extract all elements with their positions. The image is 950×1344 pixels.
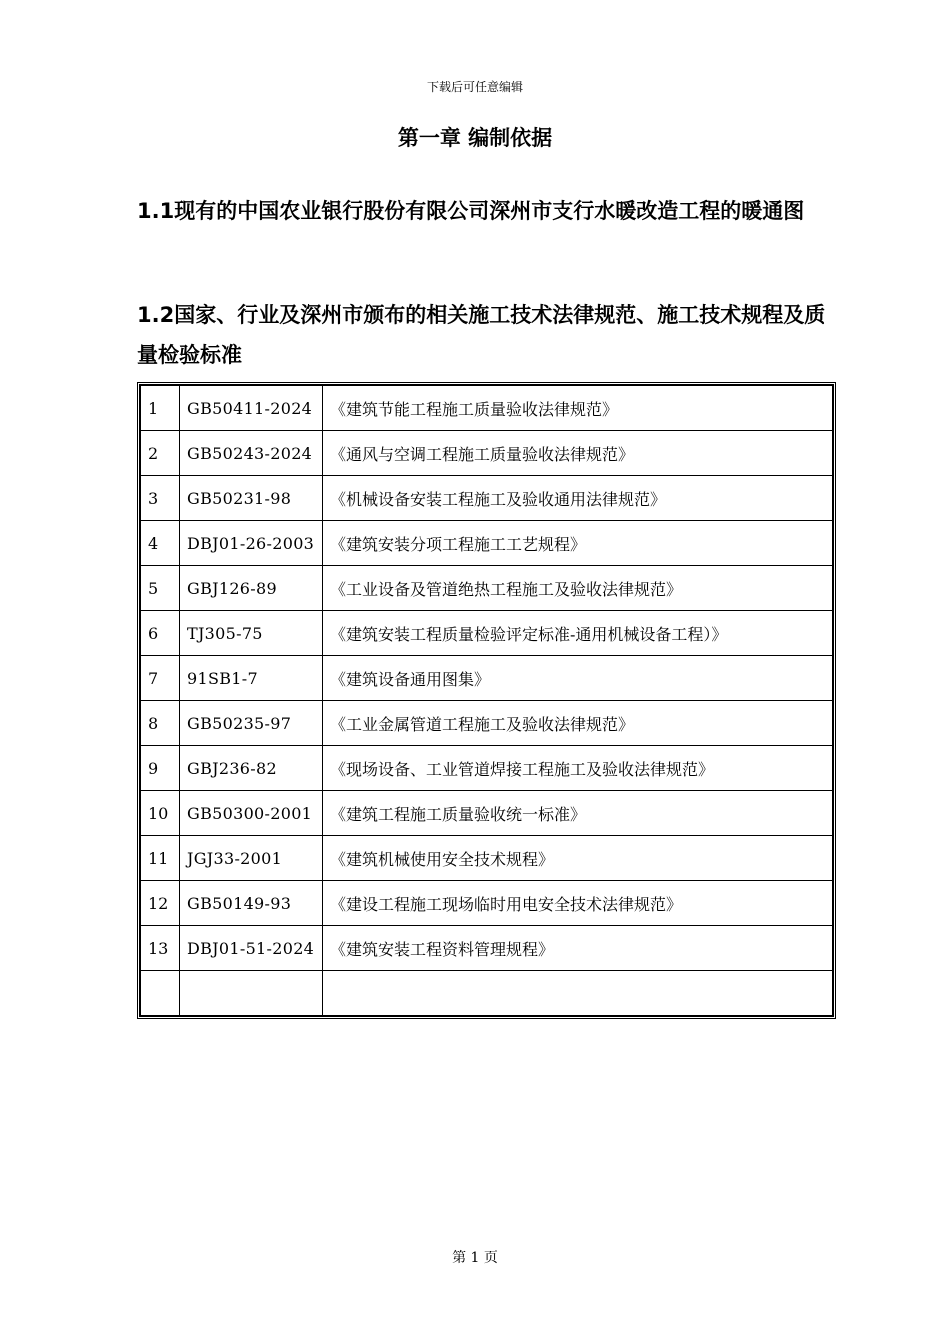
standard-code-cell	[180, 971, 323, 1016]
standard-title-cell: 《工业设备及管道绝热工程施工及验收法律规范》	[323, 566, 833, 611]
standard-title-cell: 《建筑工程施工质量验收统一标准》	[323, 791, 833, 836]
section-heading-1-1: 1.1现有的中国农业银行股份有限公司深州市支行水暖改造工程的暖通图	[137, 199, 805, 223]
table-row	[141, 791, 833, 836]
table-row	[141, 971, 833, 1016]
table-row	[141, 926, 833, 971]
chapter-title: 第一章 编制依据	[397, 126, 553, 150]
standard-code-cell: GB50149-93	[180, 881, 323, 926]
standard-title-cell: 《建设工程施工现场临时用电安全技术法律规范》	[323, 881, 833, 926]
table-row	[141, 701, 833, 746]
standard-number-cell: 1	[141, 386, 180, 431]
standard-number-cell: 5	[141, 566, 180, 611]
standard-title-cell: 《建筑安装工程质量检验评定标准-通用机械设备工程）》	[323, 611, 833, 656]
standard-title-cell: 《工业金属管道工程施工及验收法律规范》	[323, 701, 833, 746]
standard-code-cell: 91SB1-7	[180, 656, 323, 701]
standard-title-cell	[323, 971, 833, 1016]
standard-title-cell: 《建筑安装分项工程施工工艺规程》	[323, 521, 833, 566]
standard-number-cell: 8	[141, 701, 180, 746]
standard-code-cell: TJ305-75	[180, 611, 323, 656]
standard-number-cell: 4	[141, 521, 180, 566]
standard-code-cell: GBJ126-89	[180, 566, 323, 611]
table-row	[141, 476, 833, 521]
section-heading-1-2: 1.2国家、行业及深州市颁布的相关施工技术法律规范、施工技术规程及质量检验标准	[137, 303, 826, 367]
table-row	[141, 386, 833, 431]
header-note: 下载后可任意编辑	[426, 80, 523, 94]
table-row	[141, 881, 833, 926]
standard-number-cell: 11	[141, 836, 180, 881]
standard-number-cell: 13	[141, 926, 180, 971]
standard-title-cell: 《建筑节能工程施工质量验收法律规范》	[323, 386, 833, 431]
standard-title-cell: 《通风与空调工程施工质量验收法律规范》	[323, 431, 833, 476]
standard-title-cell: 《建筑设备通用图集》	[323, 656, 833, 701]
standards-table	[137, 382, 836, 1019]
standard-code-cell: JGJ33-2001	[180, 836, 323, 881]
standard-number-cell: 6	[141, 611, 180, 656]
standard-code-cell: GB50243-2024	[180, 431, 323, 476]
table-row	[141, 836, 833, 881]
standard-code-cell: GB50411-2024	[180, 386, 323, 431]
standard-number-cell: 12	[141, 881, 180, 926]
standard-number-cell: 9	[141, 746, 180, 791]
standard-code-cell: GB50235-97	[180, 701, 323, 746]
table-row	[141, 431, 833, 476]
standard-number-cell: 10	[141, 791, 180, 836]
standard-number-cell: 7	[141, 656, 180, 701]
standards-table-body	[141, 386, 833, 1016]
standard-title-cell: 《建筑安装工程资料管理规程》	[323, 926, 833, 971]
standard-title-cell: 《建筑机械使用安全技术规程》	[323, 836, 833, 881]
standard-number-cell: 2	[141, 431, 180, 476]
table-row	[141, 611, 833, 656]
table-row	[141, 566, 833, 611]
table-row	[141, 656, 833, 701]
standard-code-cell: GB50300-2001	[180, 791, 323, 836]
standard-number-cell	[141, 971, 180, 1016]
page-number: 第 1 页	[452, 1250, 498, 1266]
standard-title-cell: 《机械设备安装工程施工及验收通用法律规范》	[323, 476, 833, 521]
standard-code-cell: GB50231-98	[180, 476, 323, 521]
standard-code-cell: DBJ01-26-2003	[180, 521, 323, 566]
standard-code-cell: GBJ236-82	[180, 746, 323, 791]
table-row	[141, 746, 833, 791]
standard-number-cell: 3	[141, 476, 180, 521]
standard-code-cell: DBJ01-51-2024	[180, 926, 323, 971]
standard-title-cell: 《现场设备、工业管道焊接工程施工及验收法律规范》	[323, 746, 833, 791]
table-row	[141, 521, 833, 566]
